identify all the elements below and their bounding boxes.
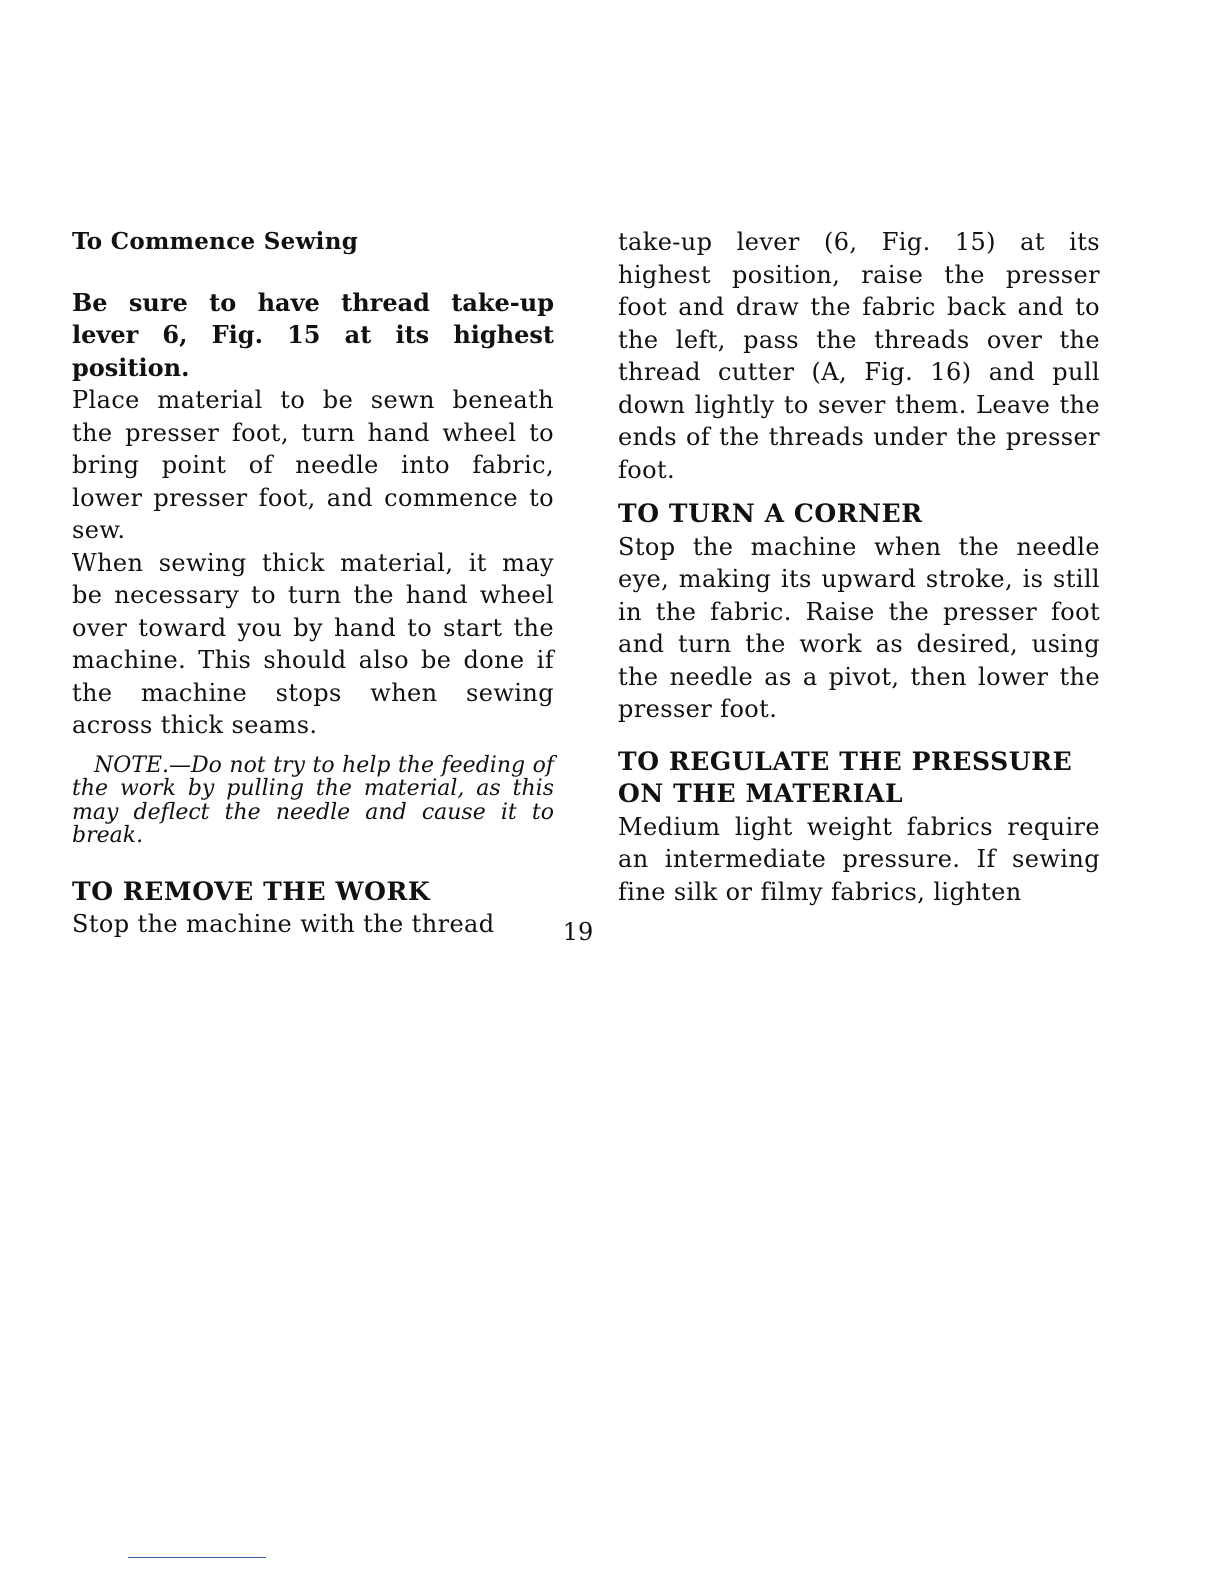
feeding-note: NOTE.—Do not try to help the feeding of the work by pulling the material, as this may deflect the needle and cause it to break. — [72, 752, 554, 848]
page-number: 19 — [562, 918, 594, 946]
turn-corner-text: Stop the machine when the needle eye, making its upward stroke, is still in the fabric. Raise the presser foot and turn the work as desired, using the needle as a pivot, then lower the presser foot. — [618, 532, 1100, 723]
remove-work-heading: TO REMOVE THE WORK — [72, 876, 431, 906]
remove-work-text-start: Stop the machine with the thread — [72, 910, 495, 938]
remove-work-text-continued: take-up lever (6, Fig. 15) at its highest position, raise the presser foot and draw the fabric back and to the left, pass the threads over the thread cutter (A, Fig. 16) and pull down lightly to sever them. Leave the ends of the threads under the presser foot. — [618, 228, 1100, 484]
commence-instructions-text: Place material to be sewn beneath the presser foot, turn hand wheel to bring point of needle into fabric, lower presser foot, and commence to sew. — [72, 386, 554, 544]
commence-sewing-heading: To Commence Sewing — [72, 228, 359, 255]
left-column — [72, 226, 554, 941]
regulate-pressure-text: Medium light weight fabrics require an intermediate pressure. If sewing fine silk or filmy fabrics, lighten — [618, 812, 1100, 906]
thick-material-text: When sewing thick material, it may be necessary to turn the hand wheel over toward you by hand to start the machine. This should also be done if the machine stops when sewing across thick seams. — [72, 548, 554, 739]
right-column — [618, 226, 1100, 908]
commence-warning-text: Be sure to have thread take-up lever 6, Fig. 15 at its highest position. — [72, 287, 554, 382]
regulate-pressure-heading: TO REGULATE THE PRESSURE ON THE MATERIAL — [618, 746, 1073, 808]
footer-rule — [128, 1557, 266, 1558]
turn-corner-heading: TO TURN A CORNER — [618, 499, 923, 528]
